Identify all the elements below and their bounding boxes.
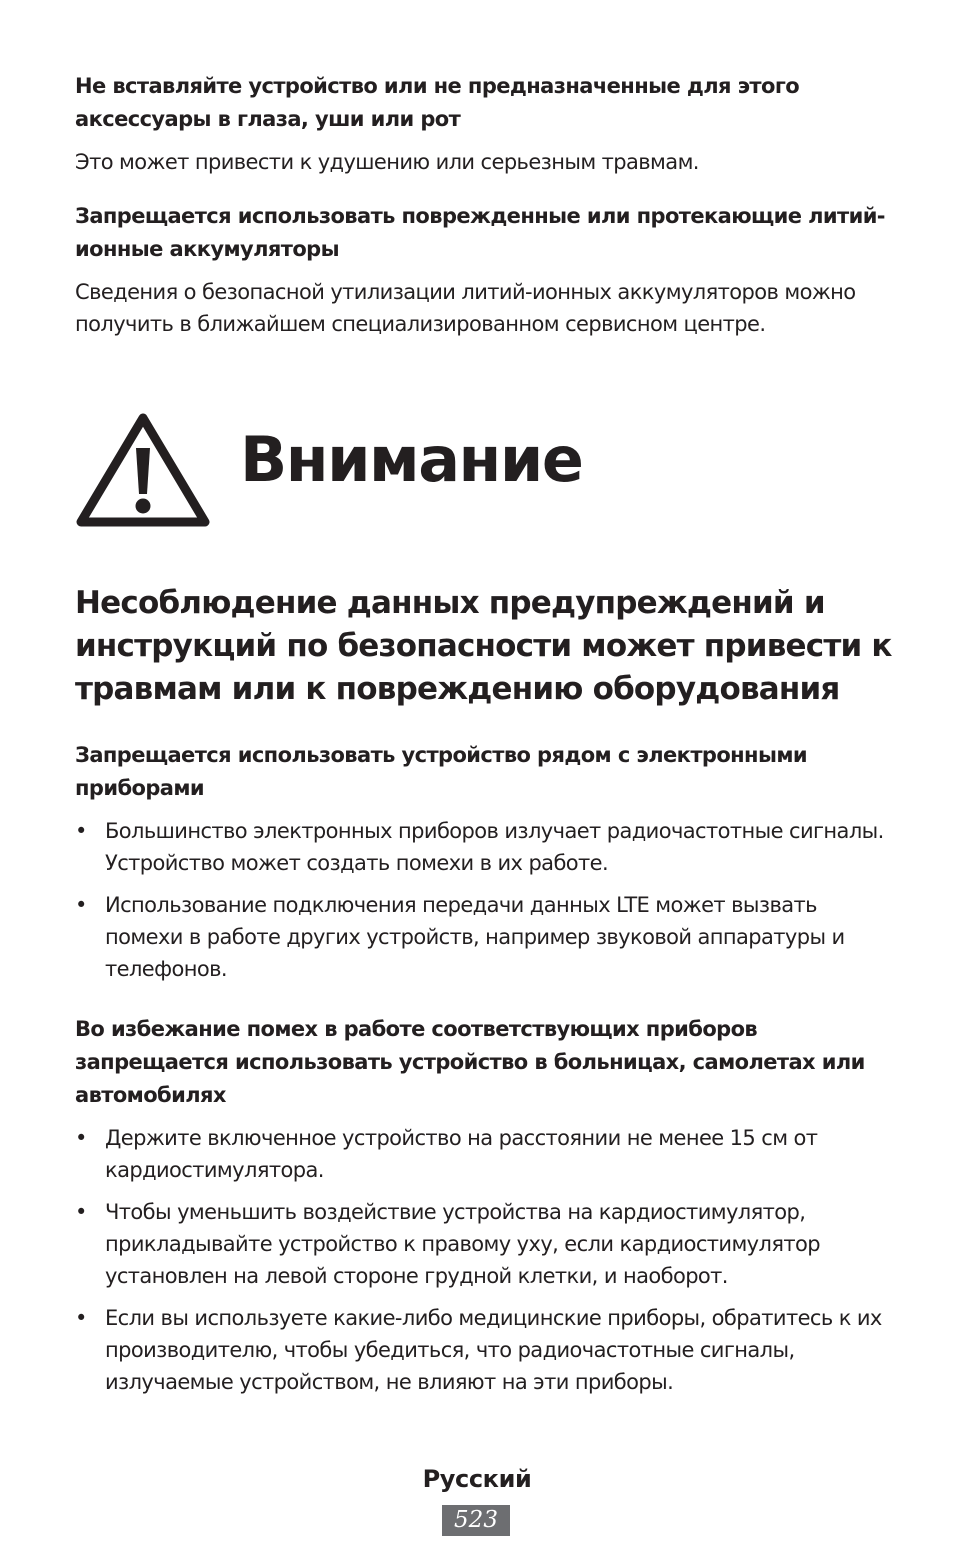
- list-item: • Чтобы уменьшить воздействие устройства на кардиостимулятор, прикладывайте устройство к правому уху, если кардиостимулятор установлен на левой стороне грудной клетки, и наоборот.: [75, 1196, 895, 1292]
- caution-header: [75, 410, 895, 530]
- list-item: • Использование подключения передачи данных LTE может вызвать помехи в работе других устройств, например звуковой аппаратуры и телефонов.: [75, 889, 895, 985]
- bullet-list-hospitals: [75, 1122, 895, 1398]
- caution-title: Внимание: [240, 423, 583, 496]
- warning-triangle-icon: [75, 410, 211, 530]
- warning-heading-battery: Запрещается использовать поврежденные или протекающие литий-ионные аккумуляторы: [75, 204, 885, 261]
- list-item: • Большинство электронных приборов излучает радиочастотные сигналы. Устройство может создать помехи в их работе.: [75, 815, 895, 879]
- warning-text-insert: Это может привести к удушению или серьезным травмам.: [75, 150, 699, 174]
- page-number-badge: 523: [442, 1505, 510, 1536]
- warning-text-battery: Сведения о безопасной утилизации литий-ионных аккумуляторов можно получить в ближайшем специализированном сервисном центре.: [75, 280, 856, 336]
- section-heading: Несоблюдение данных предупреждений и инструкций по безопасности может привести к травмам или к повреждению оборудования: [75, 585, 892, 707]
- list-item: • Если вы используете какие-либо медицинские приборы, обратитесь к их производителю, чтобы убедиться, что радиочастотные сигналы, излучаемые устройством, не влияют на эти приборы.: [75, 1302, 895, 1398]
- group-heading-hospitals: Во избежание помех в работе соответствующих приборов запрещается использовать устройство в больницах, самолетах или автомобилях: [75, 1017, 865, 1107]
- document-page: [75, 70, 895, 1398]
- bullet-list-electronics: [75, 815, 895, 985]
- footer-language: Русский: [422, 1465, 532, 1493]
- list-item: • Держите включенное устройство на расстоянии не менее 15 см от кардиостимулятора.: [75, 1122, 895, 1186]
- warning-heading-insert: Не вставляйте устройство или не предназначенные для этого аксессуары в глаза, уши или рот: [75, 74, 800, 131]
- group-heading-electronics: Запрещается использовать устройство рядом с электронными приборами: [75, 743, 808, 800]
